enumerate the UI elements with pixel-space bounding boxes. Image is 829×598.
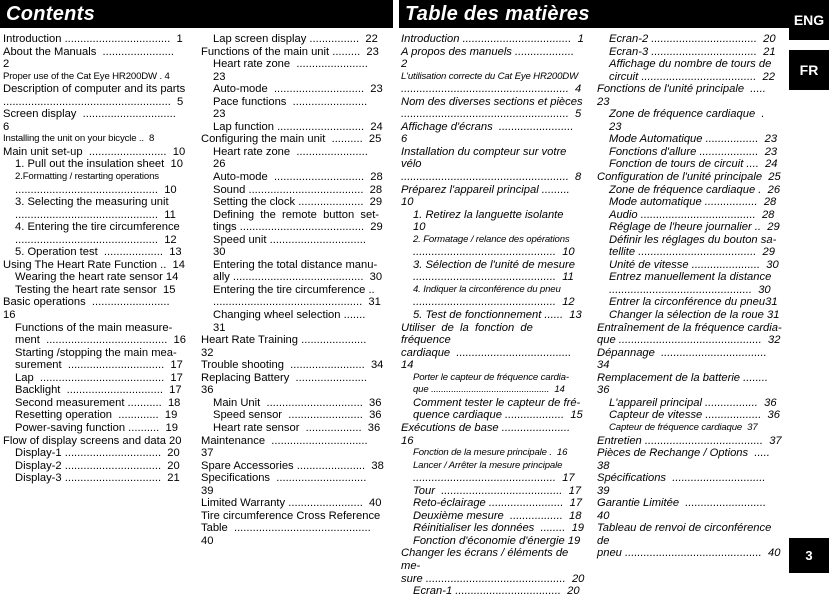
toc-entry: Heart rate sensor .................. 36: [213, 421, 381, 434]
toc-entry: Maintenance ............................... 37: [201, 434, 374, 460]
toc-entry: Configuration de l'unité principale 25: [597, 171, 781, 184]
toc-entry: pneu ............................................ 40: [597, 547, 781, 560]
toc-entry: Main unit set-up ......................... 10: [3, 145, 186, 158]
toc-entry: Mode automatique ................. 28: [609, 196, 777, 209]
toc-entry: ...................................................... 5: [401, 108, 582, 121]
french-toc-column-1: [401, 33, 585, 598]
toc-entry: ...................................................... 8: [401, 171, 582, 184]
toc-entry: ...................................................... 5: [3, 95, 184, 108]
toc-entry: Remplacement de la batterie ........ 36: [597, 371, 775, 397]
toc-entry: Lap function ............................ 24: [213, 120, 383, 133]
toc-entry: 4. Entering the tire circumference: [15, 221, 180, 234]
toc-entry: Flow of display screens and data 20: [3, 434, 182, 447]
toc-entry: A propos des manuels ................... 2: [401, 45, 581, 71]
toc-entry: Zone de fréquence cardiaque . 23: [609, 108, 771, 133]
toc-entry: Fonction d'économie d'énergie 19: [413, 534, 581, 547]
french-toc-column-2: [597, 33, 783, 560]
toc-entry: Entrer la circonférence du pneu31: [609, 296, 778, 309]
toc-entry: Fonction de la mesure principale . 16: [413, 447, 568, 459]
toc-entry: Changing wheel selection ....... 31: [213, 309, 372, 334]
toc-entry: Using The Heart Rate Function .. 14: [3, 258, 185, 271]
toc-entry: 1. Retirez la languette isolante 10: [413, 208, 573, 234]
toc-entry: Comment tester le capteur de fré-: [413, 396, 581, 409]
toc-entry: Utiliser de la fonction de fréquence: [401, 321, 540, 347]
toc-entry: Pièces de Rechange / Options ..... 38: [597, 447, 777, 472]
toc-entry: Starting /stopping the main mea-: [15, 346, 177, 359]
toc-entry: ................................................ 31: [213, 296, 381, 309]
toc-entry: Auto-mode ............................. 23: [213, 83, 383, 96]
contents-header-bar: [0, 0, 393, 28]
toc-entry: .............................................. 11: [15, 208, 176, 221]
toc-entry: 3. Sélection de l'unité de mesure: [413, 258, 575, 271]
toc-entry: Heart rate zone ....................... 26: [213, 145, 375, 171]
language-tab-fr[interactable]: FR: [789, 50, 829, 90]
toc-entry: sure ............................................. 20: [401, 572, 585, 585]
english-toc-column-1: [3, 33, 186, 485]
toc-entry: .............................................. 12: [15, 233, 177, 246]
toc-entry: Nom des diverses sections et pièces: [401, 95, 583, 108]
toc-entry: cardiaque ..................................... 14: [401, 346, 578, 372]
toc-entry: 1. Pull out the insulation sheet 10: [15, 158, 183, 171]
toc-entry: Display-3 ............................... 21: [15, 472, 180, 485]
toc-entry: Tableau de renvoi de circonférence de: [597, 522, 775, 547]
toc-entry: Entraînement de la fréquence cardia-: [597, 321, 782, 334]
toc-entry: Functions of the main unit ......... 23: [201, 45, 379, 58]
toc-entry: L'appareil principal ................. 36: [609, 396, 777, 409]
toc-entry: .............................................. 10: [15, 183, 177, 196]
toc-entry: .............................................. 30: [609, 283, 771, 296]
toc-entry: surement ............................... 17: [15, 359, 183, 372]
toc-entry: Lancer / Arrêter la mesure principale: [413, 459, 563, 471]
toc-entry: Spécifications .............................. 39: [597, 472, 772, 497]
toc-entry: 4. Indiquer la circonférence du pneu: [413, 283, 561, 295]
toc-entry: Changer les écrans / éléments de me-: [401, 547, 572, 572]
toc-entry: Affichage d'écrans ........................ 6: [401, 120, 580, 146]
toc-entry: Resetting operation ............. 19: [15, 409, 178, 422]
toc-entry: Fonctions de l'unité principale ..... 23: [597, 83, 773, 108]
toc-entry: Audio ..................................... 28: [609, 208, 775, 221]
toc-entry: Définir les réglages du bouton sa-: [609, 233, 777, 246]
language-tab-eng[interactable]: ENG: [789, 0, 829, 40]
toc-entry: Trouble shooting ........................ 34: [201, 359, 384, 372]
toc-entry: Lap ........................................ 17: [15, 371, 183, 384]
toc-entry: Spare Accessories ...................... 38: [201, 459, 384, 472]
toc-entry: Entering the total distance manu-: [213, 258, 378, 271]
toc-entry: .............................................. 10: [413, 246, 575, 259]
english-toc-column-2: [201, 33, 384, 547]
toc-entry: Entrez manuellement la distance: [609, 271, 772, 284]
toc-entry: Setting the clock ..................... 29: [213, 196, 383, 209]
toc-entry: .............................................. 11: [413, 271, 574, 284]
toc-entry: Capteur de fréquence cardiaque 37: [609, 421, 758, 433]
toc-entry: Exécutions de base ...................... 16: [401, 421, 577, 447]
table-des-matieres-header-bar: [399, 0, 789, 28]
toc-entry: circuit ..................................... 22: [609, 70, 775, 83]
toc-entry: Ecran-3 .................................. 21: [609, 45, 776, 58]
toc-entry: quence cardiaque ................... 15: [413, 409, 583, 422]
toc-entry: Second measurement ........... 18: [15, 396, 181, 409]
toc-entry: que ............................................... 14: [413, 384, 565, 396]
toc-entry: Defining the remote button set-: [213, 208, 380, 221]
toc-entry: tellite ...................................... 29: [609, 246, 775, 259]
toc-entry: Entretien ...................................... 37: [597, 434, 782, 447]
toc-entry: ally .......................................... 30: [213, 271, 383, 284]
toc-entry: Réinitialiser les données ........ 19: [413, 522, 585, 535]
toc-entry: 2.Formatting / restarting operations: [15, 171, 159, 183]
toc-entry: Fonctions d'allure ................... 23: [609, 145, 778, 158]
toc-entry: Garantie Limitée .......................... 40: [597, 497, 773, 522]
toc-entry: Auto-mode ............................. 28: [213, 171, 383, 184]
toc-entry: Unité de vitesse ...................... 30: [609, 258, 779, 271]
toc-entry: Backlight ............................... 17: [15, 384, 182, 397]
toc-entry: Introduction .................................. 1: [3, 33, 183, 45]
toc-entry: Zone de fréquence cardiaque . 26: [609, 183, 781, 196]
toc-entry: .............................................. 17: [413, 472, 575, 485]
toc-entry: 2. Formatage / relance des opérations: [413, 233, 570, 245]
toc-entry: Sound ..................................... 28: [213, 183, 383, 196]
toc-entry: Proper use of the Cat Eye HR200DW . 4: [3, 70, 170, 82]
toc-entry: Ecran-2 .................................. 20: [609, 33, 776, 45]
toc-entry: L'utilisation correcte du Cat Eye HR200DW: [401, 70, 578, 82]
toc-entry: Specifications ............................. 39: [201, 472, 373, 497]
toc-entry: About the Manuals ....................... 2: [3, 45, 181, 71]
toc-entry: Configuring the main unit .......... 25: [201, 133, 382, 146]
toc-entry: Description of computer and its parts: [3, 83, 186, 96]
toc-entry: Deuxième mesure ................. 18: [413, 509, 582, 522]
toc-entry: Fonction de tours de circuit .... 24: [609, 158, 778, 171]
toc-entry: Capteur de vitesse .................. 36: [609, 409, 780, 422]
toc-entry: 3. Selecting the measuring unit: [15, 196, 169, 209]
toc-entry: ...................................................... 4: [401, 83, 582, 96]
toc-entry: Ecran-1 .................................. 20: [413, 585, 580, 598]
toc-entry: Affichage du nombre de tours de: [609, 58, 772, 71]
toc-entry: que .............................................. 32: [597, 334, 781, 347]
toc-entry: 5. Operation test ................... 13: [15, 246, 182, 259]
toc-entry: Replacing Battery ....................... 36: [201, 371, 374, 397]
toc-entry: Installation du compteur sur votre vélo: [401, 145, 570, 171]
toc-entry: Speed sensor ........................ 36: [213, 409, 382, 422]
toc-entry: ment ....................................... 16: [15, 334, 186, 347]
toc-entry: Limited Warranty ........................ 40: [201, 497, 382, 510]
toc-entry: .............................................. 12: [413, 296, 575, 309]
table-des-matieres-title: Table des matières: [405, 3, 590, 25]
toc-entry: Lap screen display ................ 22: [213, 33, 378, 45]
toc-entry: Basic operations ......................... 16: [3, 296, 176, 322]
toc-entry: Dépannage .................................. 34: [597, 346, 773, 372]
toc-entry: Introduction ................................... 1: [401, 33, 584, 45]
toc-entry: Heart rate zone ....................... 23: [213, 58, 375, 83]
contents-title: Contents: [6, 3, 96, 25]
toc-entry: 5. Test de fonctionnement ...... 13: [413, 309, 582, 322]
toc-entry: Display-2 ............................... 20: [15, 459, 180, 472]
toc-entry: Porter le capteur de fréquence cardia-: [413, 371, 569, 383]
toc-entry: Main Unit ............................... 36: [213, 396, 382, 409]
toc-entry: Heart Rate Training ..................... 32: [201, 334, 373, 359]
toc-entry: Préparez l'appareil principal ......... 10: [401, 183, 577, 209]
toc-entry: Testing the heart rate sensor 15: [15, 283, 176, 296]
toc-entry: Display-1 ............................... 20: [15, 447, 180, 460]
toc-entry: Functions of the main measure-: [15, 321, 173, 334]
toc-entry: Réglage de l'heure journalier .. 29: [609, 221, 780, 234]
toc-entry: Tour ....................................... 17: [413, 484, 582, 497]
toc-entry: Installing the unit on your bicycle .. 8: [3, 133, 155, 145]
toc-entry: tings ........................................ 29: [213, 221, 383, 234]
toc-entry: Reto-éclairage ........................ 17: [413, 497, 583, 510]
toc-entry: Changer la sélection de la roue 31: [609, 309, 780, 322]
toc-entry: Mode Automatique ................. 23: [609, 133, 778, 146]
toc-entry: Tire circumference Cross Reference: [201, 509, 381, 522]
toc-entry: Table ............................................ 40: [201, 522, 377, 547]
toc-entry: Power-saving function .......... 19: [15, 421, 178, 434]
toc-entry: Speed unit ............................... 30: [213, 233, 373, 259]
toc-entry: Screen display .............................. 6: [3, 108, 183, 133]
toc-entry: Wearing the heart rate sensor 14: [15, 271, 179, 284]
page-number: 3: [789, 538, 829, 573]
toc-entry: Entering the tire circumference ..: [213, 283, 375, 296]
toc-entry: Pace functions ........................ 23: [213, 95, 374, 121]
